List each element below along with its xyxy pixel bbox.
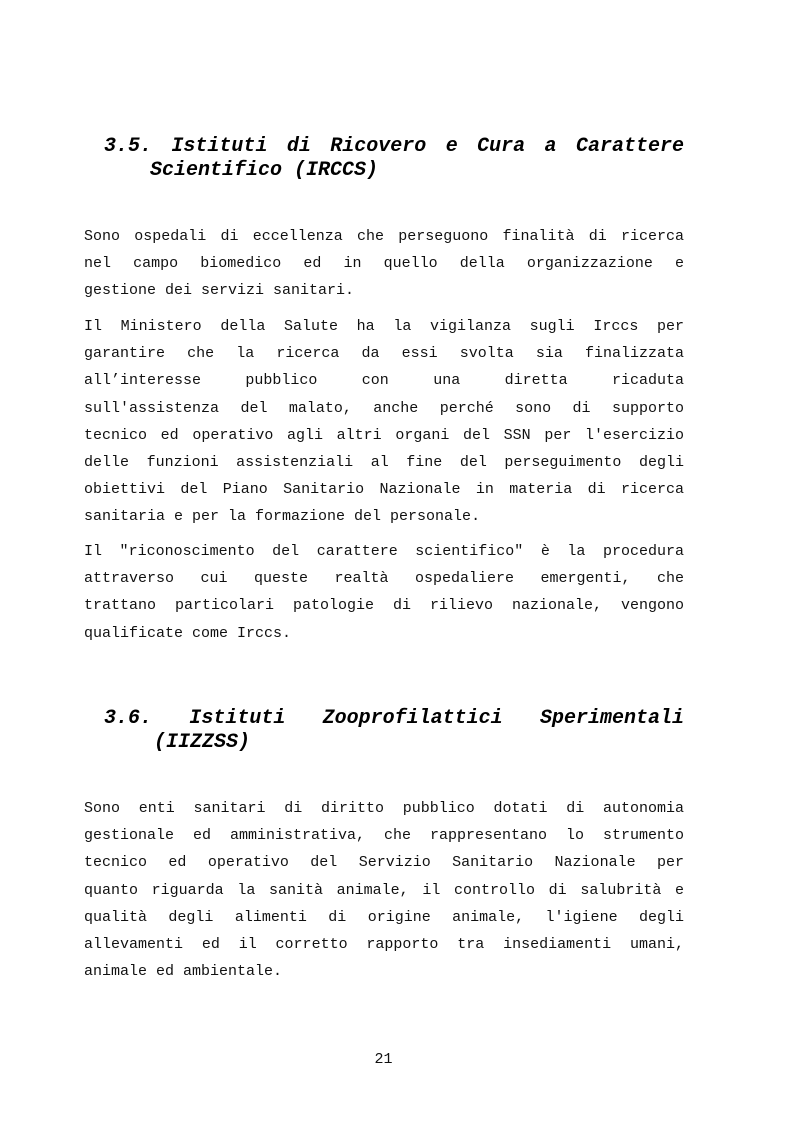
text-line: trattano particolari patologie di rilievo nazionale, vengono: [84, 597, 684, 615]
text-line: obiettivi del Piano Sanitario Nazionale in materia di ricerca: [84, 481, 684, 499]
text-line: sull'assistenza del malato, anche perché sono di supporto: [84, 399, 684, 417]
text-line: sanitaria e per la formazione del personale.: [84, 508, 481, 526]
paragraph-irccs-definition: [84, 223, 684, 305]
text-line: Il Ministero della Salute ha la vigilanza sugli Irccs per: [84, 318, 684, 335]
text-line: Sono enti sanitari di diritto pubblico dotati di autonomia: [84, 800, 684, 817]
section-heading-3-6: [104, 707, 684, 755]
text-line: Sono ospedali di eccellenza che perseguono finalità di ricerca: [84, 228, 684, 245]
text-line: garantire che la ricerca da essi svolta sia finalizzata: [84, 345, 684, 363]
text-line: all’interesse pubblico con una diretta ricaduta: [84, 372, 684, 390]
text-line: quanto riguarda la sanità animale, il controllo di salubrità e: [84, 881, 684, 899]
heading-line: Scientifico (IRCCS): [150, 159, 379, 182]
text-line: animale ed ambientale.: [84, 963, 283, 981]
paragraph-irccs-recognition: [84, 538, 684, 647]
text-line: tecnico ed operativo del Servizio Sanitario Nazionale per: [84, 854, 684, 872]
text-line: qualificate come Irccs.: [84, 624, 292, 642]
heading-line: (IIZZSS): [154, 731, 251, 754]
heading-line: 3.6. Istituti Zooprofilattici Sperimentali: [104, 707, 684, 730]
section-heading-3-5: [104, 135, 684, 183]
paragraph-irccs-ministry: [84, 313, 684, 531]
text-line: allevamenti ed il corretto rapporto tra insediamenti umani,: [84, 936, 684, 954]
text-line: gestione dei servizi sanitari.: [84, 282, 355, 300]
text-line: nel campo biomedico ed in quello della organizzazione e: [84, 255, 684, 273]
text-line: attraverso cui queste realtà ospedaliere emergenti, che: [84, 570, 684, 588]
paragraph-iizzss-definition: [84, 795, 684, 985]
heading-line: 3.5. Istituti di Ricovero e Cura a Carattere: [104, 135, 684, 158]
text-line: gestionale ed amministrativa, che rappresentano lo strumento: [84, 827, 684, 845]
text-line: tecnico ed operativo agli altri organi del SSN per l'esercizio: [84, 426, 684, 444]
text-line: qualità degli alimenti di origine animale, l'igiene degli: [84, 908, 684, 926]
text-line: Il "riconoscimento del carattere scientifico" è la procedura: [84, 543, 684, 560]
page-number: 21: [374, 1051, 393, 1068]
text-line: delle funzioni assistenziali al fine del perseguimento degli: [84, 454, 684, 472]
